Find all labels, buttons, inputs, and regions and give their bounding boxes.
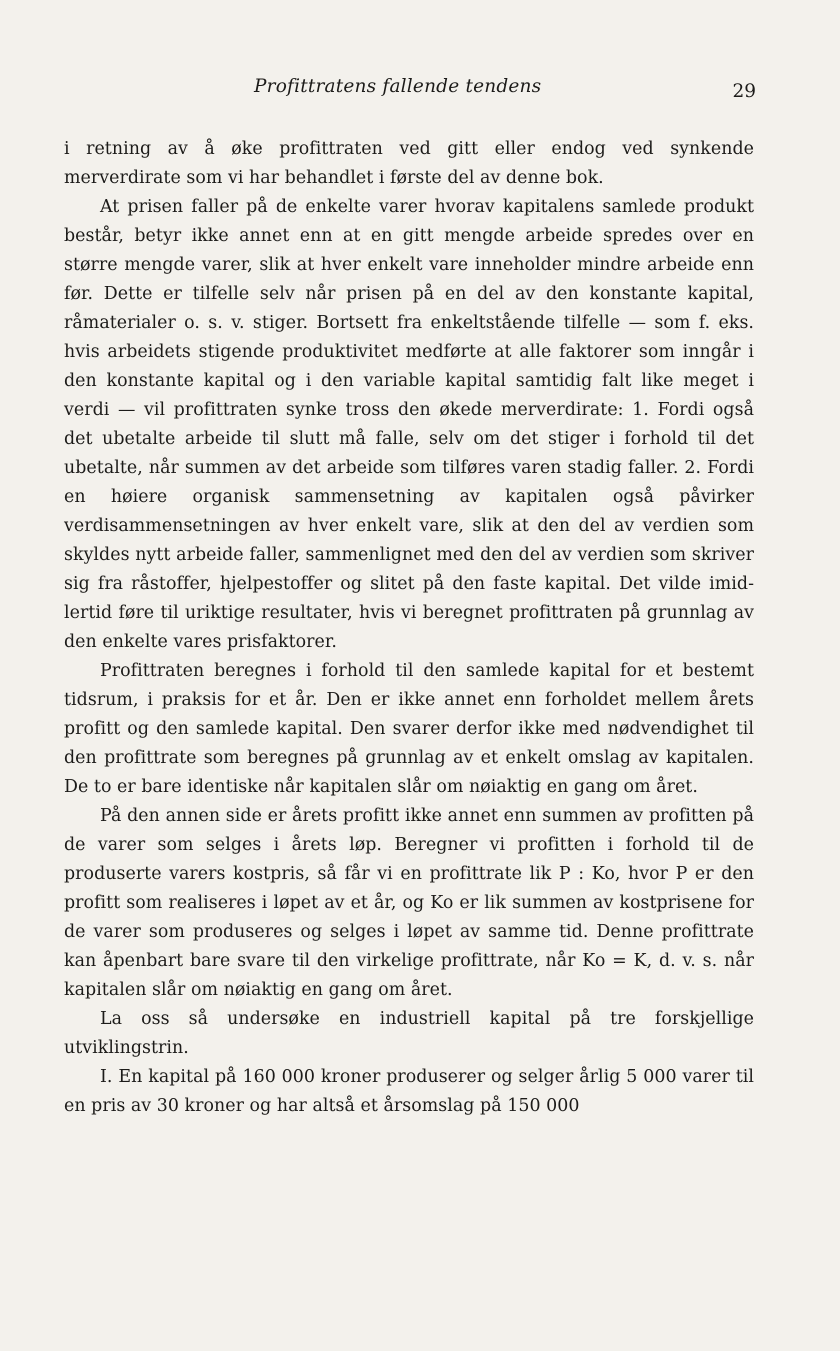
body-text: [64, 135, 754, 1121]
running-head: [64, 70, 754, 104]
paragraph: La oss så undersøke en industriell kapital på tre forskjellige utviklingstrin.: [64, 1009, 754, 1058]
page-number: 29: [732, 81, 756, 102]
paragraph: På den annen side er årets profitt ikke annet enn summen av profitten på de varer som selges i årets løp. Beregner vi profitten i forhold til de produserte varers kostpris, så får vi en profittrate lik P : Ko, hvor P er den profitt som realiseres i løpet av et år, og Ko er lik summen av kostprisene for de varer som produseres og selges i løpet av samme tid. Denne profittrate kan åpenbart bare svare til den virkelige profittrate, når Ko = K, d. v. s. når kapitalen slår om nøiaktig en gang om året.: [64, 806, 754, 1000]
paragraph: At prisen faller på de enkelte varer hvorav kapitalens samlede produkt består, betyr ikke annet enn at en gitt mengde arbeide spredes over en større mengde varer, slik at hver enkelt vare inneholder mindre arbeide enn før. Dette er tilfelle selv når prisen på en del av den konstante kapital, råmaterialer o. s. v. stiger. Bortsett fra enkeltstående tilfelle — som f. eks. hvis arbeidets stigende produktivitet medførte at alle faktorer som inngår i den konstante kapital og i den variable kapital samtidig falt like meget i verdi — vil profittraten synke tross den økede merverdirate: 1. Fordi også det ubetalte arbeide til slutt må falle, selv om det stiger i forhold til det ubetalte, når summen av det arbeide som tilføres varen stadig faller. 2. Fordi en høiere organisk sammensetning av kapitalen også påvirker verdisammensetningen av hver enkelt vare, slik at den del av verdien som skyldes nytt arbeide faller, sammenlignet med den del av verdien som skriver sig fra råstoffer, hjelpestoffer og slitet på den faste kapital. Det vilde imidlertid føre til uriktige resultater, hvis vi beregnet profittraten på grunnlag av den enkelte vares prisfaktorer.: [64, 197, 754, 652]
paragraph: Profittraten beregnes i forhold til den samlede kapital for et bestemt tidsrum, i praksis for et år. Den er ikke annet enn forholdet mellem årets profitt og den samlede kapital. Den svarer derfor ikke med nødvendighet til den profittrate som beregnes på grunnlag av et enkelt omslag av kapitalen. De to er bare identiske når kapitalen slår om nøiaktig en gang om året.: [64, 661, 754, 797]
paragraph: I. En kapital på 160 000 kroner produserer og selger årlig 5 000 varer til en pris av 30 kroner og har altså et årsomslag på 150 000: [64, 1067, 754, 1116]
paragraph-continued: i retning av å øke profittraten ved gitt eller endog ved synkende merverdirate som vi har behandlet i første del av denne bok.: [64, 139, 754, 188]
running-title: Profittratens fallende tendens: [254, 76, 542, 97]
book-page: [64, 70, 754, 1121]
